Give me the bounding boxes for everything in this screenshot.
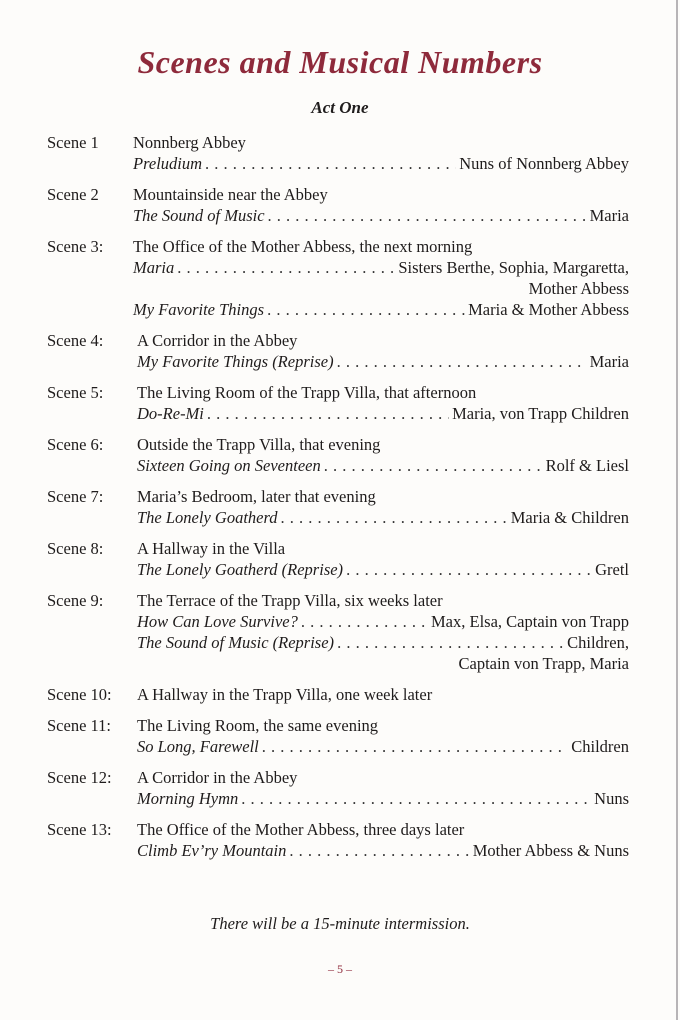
song-row xyxy=(133,205,629,226)
song-performer: Maria xyxy=(589,352,629,371)
song-row xyxy=(137,455,629,476)
dot-leader xyxy=(337,632,564,653)
song-title: So Long, Farewell xyxy=(137,737,259,756)
song-title: My Favorite Things (Reprise) xyxy=(137,352,334,371)
song-row xyxy=(137,736,629,757)
song-performer: Maria & Children xyxy=(510,508,629,527)
scene-body xyxy=(137,538,629,580)
dot-leader xyxy=(267,299,465,320)
scene-setting: The Living Room of the Trapp Villa, that afternoon xyxy=(137,383,477,402)
scene-setting: The Office of the Mother Abbess, the next morning xyxy=(133,237,473,256)
act-heading: Act One xyxy=(311,98,369,117)
song-title: Climb Ev’ry Mountain xyxy=(137,841,287,860)
scene-label: Scene 5: xyxy=(47,383,104,402)
song-performer: Max, Elsa, Captain von Trapp xyxy=(431,612,629,631)
intermission-note: There will be a 15-minute intermission. xyxy=(210,914,470,933)
dot-leader xyxy=(205,153,456,174)
scene-label: Scene 9: xyxy=(47,591,104,610)
song-row xyxy=(137,403,629,424)
scene-setting: A Corridor in the Abbey xyxy=(137,331,298,350)
scene-entry xyxy=(47,819,629,861)
scene-body xyxy=(137,382,629,424)
song-row xyxy=(133,153,629,174)
dot-leader xyxy=(268,205,587,226)
song-performer: Nuns xyxy=(594,789,629,808)
song-title: Do-Re-Mi xyxy=(137,404,204,423)
dot-leader xyxy=(241,788,591,809)
song-performer: Rolf & Liesl xyxy=(545,456,629,475)
song-title: The Lonely Goatherd xyxy=(137,508,278,527)
song-performer: Sisters Berthe, Sophia, Margaretta, xyxy=(398,258,629,277)
scene-setting: A Corridor in the Abbey xyxy=(137,768,298,787)
page-number: – 5 – xyxy=(328,962,352,976)
scene-body xyxy=(137,590,629,674)
scene-list xyxy=(47,132,629,871)
scene-entry xyxy=(47,538,629,580)
scene-entry xyxy=(47,382,629,424)
scene-label: Scene 8: xyxy=(47,539,104,558)
scene-label: Scene 2 xyxy=(47,185,99,204)
song-performer: Mother Abbess & Nuns xyxy=(472,841,629,860)
song-title: Morning Hymn xyxy=(137,789,239,808)
scene-body xyxy=(133,184,629,226)
dot-leader xyxy=(281,507,508,528)
scene-body xyxy=(137,486,629,528)
song-title: The Lonely Goatherd (Reprise) xyxy=(137,560,344,579)
song-row xyxy=(137,559,629,580)
scene-entry xyxy=(47,236,629,320)
scene-entry xyxy=(47,767,629,809)
scene-entry xyxy=(47,434,629,476)
scene-label: Scene 12: xyxy=(47,768,112,787)
song-performer: Maria & Mother Abbess xyxy=(468,300,629,319)
dot-leader xyxy=(346,559,592,580)
scene-label: Scene 4: xyxy=(47,331,104,350)
scene-label: Scene 11: xyxy=(47,716,111,735)
song-row xyxy=(137,632,629,653)
scene-entry xyxy=(47,590,629,674)
song-title: Maria xyxy=(133,258,175,277)
dot-leader xyxy=(337,351,587,372)
dot-leader xyxy=(262,736,568,757)
scene-setting: Maria’s Bedroom, later that evening xyxy=(137,487,376,506)
dot-leader xyxy=(177,257,395,278)
song-performer: Children xyxy=(571,737,629,756)
scene-body xyxy=(137,715,629,757)
scene-body xyxy=(137,330,629,372)
scene-entry xyxy=(47,132,629,174)
scene-setting: A Hallway in the Trapp Villa, one week later xyxy=(137,685,433,704)
song-title: My Favorite Things xyxy=(133,300,265,319)
song-performer: Gretl xyxy=(595,560,629,579)
song-title: Sixteen Going on Seventeen xyxy=(137,456,321,475)
song-row xyxy=(137,611,629,632)
song-performer: Maria, von Trapp Children xyxy=(452,404,629,423)
song-row xyxy=(133,299,629,320)
song-title: Preludium xyxy=(133,154,203,173)
scene-body xyxy=(133,236,629,320)
scene-label: Scene 1 xyxy=(47,133,99,152)
scene-body xyxy=(137,767,629,809)
song-row xyxy=(137,788,629,809)
page-title: Scenes and Musical Numbers xyxy=(137,44,543,80)
song-title: The Sound of Music xyxy=(133,206,265,225)
dot-leader xyxy=(301,611,428,632)
dot-leader xyxy=(289,840,469,861)
scene-body xyxy=(137,434,629,476)
scene-label: Scene 3: xyxy=(47,237,104,256)
song-title: The Sound of Music (Reprise) xyxy=(137,633,335,652)
scene-setting: The Office of the Mother Abbess, three days later xyxy=(137,820,465,839)
song-title: How Can Love Survive? xyxy=(137,612,298,631)
song-performer: Nuns of Nonnberg Abbey xyxy=(459,154,629,173)
page-edge-line xyxy=(676,0,678,1020)
scene-entry xyxy=(47,184,629,226)
scene-label: Scene 6: xyxy=(47,435,104,454)
scene-body xyxy=(133,132,629,174)
scene-label: Scene 13: xyxy=(47,820,112,839)
scene-setting: A Hallway in the Villa xyxy=(137,539,286,558)
scene-setting: Nonnberg Abbey xyxy=(133,133,246,152)
scene-body xyxy=(137,819,629,861)
scene-label: Scene 10: xyxy=(47,685,112,704)
dot-leader xyxy=(207,403,449,424)
scene-entry xyxy=(47,486,629,528)
scene-setting: Outside the Trapp Villa, that evening xyxy=(137,435,381,454)
song-row xyxy=(133,257,629,278)
scene-entry xyxy=(47,330,629,372)
scene-setting: The Terrace of the Trapp Villa, six weeks later xyxy=(137,591,443,610)
song-row xyxy=(137,840,629,861)
song-performer-continued: Mother Abbess xyxy=(528,279,629,298)
scene-setting: The Living Room, the same evening xyxy=(137,716,379,735)
song-row xyxy=(137,351,629,372)
scene-entry xyxy=(47,684,629,705)
scene-label: Scene 7: xyxy=(47,487,104,506)
scene-body xyxy=(137,684,629,705)
scene-setting: Mountainside near the Abbey xyxy=(133,185,328,204)
scene-entry xyxy=(47,715,629,757)
song-performer: Children, xyxy=(567,633,629,652)
dot-leader xyxy=(324,455,543,476)
song-row xyxy=(137,507,629,528)
song-performer: Maria xyxy=(589,206,629,225)
song-performer-continued: Captain von Trapp, Maria xyxy=(458,654,629,673)
